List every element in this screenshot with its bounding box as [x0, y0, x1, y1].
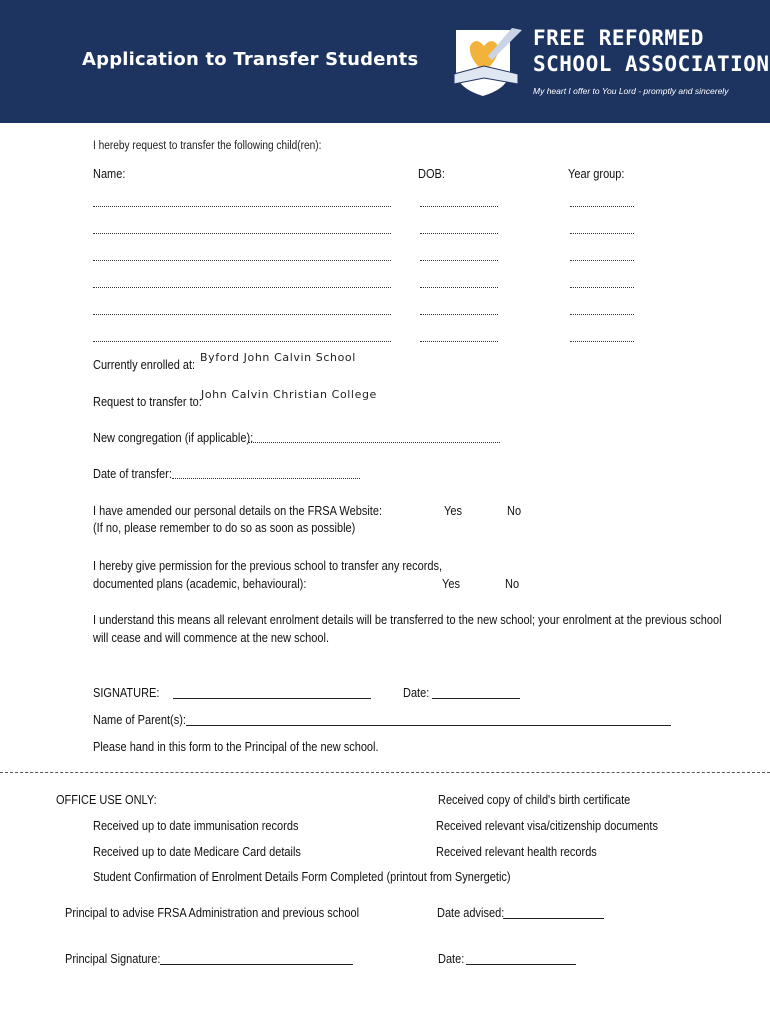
child-dob-field[interactable]	[420, 233, 498, 234]
child-year-field[interactable]	[570, 206, 634, 207]
org-tagline: My heart I offer to You Lord - promptly and sincerely	[533, 86, 729, 96]
header-banner	[0, 0, 770, 123]
child-name-field[interactable]	[93, 287, 391, 288]
principal-signature-field[interactable]	[160, 964, 353, 965]
hand-in-instruction: Please hand in this form to the Principal of the new school.	[93, 740, 379, 754]
permission-yes-option[interactable]: Yes	[442, 577, 460, 591]
principal-signature-label: Principal Signature:	[65, 952, 161, 966]
child-dob-field[interactable]	[420, 341, 498, 342]
child-dob-field[interactable]	[420, 287, 498, 288]
office-use-divider	[0, 772, 770, 773]
medicare-item: Received up to date Medicare Card details	[93, 845, 301, 859]
office-use-heading: OFFICE USE ONLY:	[56, 793, 157, 807]
child-year-field[interactable]	[570, 287, 634, 288]
child-dob-field[interactable]	[420, 314, 498, 315]
visa-citizenship-item: Received relevant visa/citizenship documents	[436, 819, 658, 833]
parents-name-field[interactable]	[186, 725, 671, 726]
child-dob-field[interactable]	[420, 260, 498, 261]
currently-enrolled-field[interactable]: Byford John Calvin School	[200, 351, 356, 364]
request-transfer-field[interactable]: John Calvin Christian College	[201, 388, 377, 401]
child-year-field[interactable]	[570, 341, 634, 342]
name-column-label: Name:	[93, 167, 126, 181]
amended-yes-option[interactable]: Yes	[444, 504, 462, 518]
parents-name-label: Name of Parent(s):	[93, 713, 186, 727]
child-name-field[interactable]	[93, 233, 391, 234]
child-name-field[interactable]	[93, 314, 391, 315]
child-year-field[interactable]	[570, 314, 634, 315]
permission-text-cont: documented plans (academic, behavioural):	[93, 577, 307, 591]
intro-text: I hereby request to transfer the following child(ren):	[93, 140, 322, 152]
child-name-field[interactable]	[93, 206, 391, 207]
new-congregation-field[interactable]	[248, 442, 500, 443]
dob-column-label: DOB:	[418, 167, 445, 181]
understand-text: I understand this means all relevant enrolment details will be transferred to the new school; your enrolment at the previous school	[93, 613, 722, 627]
permission-no-option[interactable]: No	[505, 577, 520, 591]
birth-certificate-item: Received copy of child's birth certificate	[438, 793, 631, 807]
date-advised-field[interactable]	[503, 918, 604, 919]
office-date-label: Date:	[438, 952, 465, 966]
new-congregation-label: New congregation (if applicable):	[93, 431, 254, 445]
office-date-field[interactable]	[466, 964, 576, 965]
health-records-item: Received relevant health records	[436, 845, 597, 859]
permission-text: I hereby give permission for the previous school to transfer any records,	[93, 559, 443, 573]
amended-no-option[interactable]: No	[507, 504, 522, 518]
child-name-field[interactable]	[93, 341, 391, 342]
date-label: Date:	[403, 686, 430, 700]
currently-enrolled-label: Currently enrolled at:	[93, 358, 196, 372]
date-of-transfer-field[interactable]	[172, 478, 360, 479]
immunisation-item: Received up to date immunisation records	[93, 819, 299, 833]
amended-details-note: (If no, please remember to do so as soon as possible)	[93, 521, 356, 535]
date-of-transfer-label: Date of transfer:	[93, 467, 172, 481]
org-name-line2: SCHOOL ASSOCIATION	[533, 52, 770, 76]
enrolment-confirmation-item: Student Confirmation of Enrolment Details Form Completed (printout from Synergetic)	[93, 870, 511, 884]
principal-advise-text: Principal to advise FRSA Administration and previous school	[65, 906, 360, 920]
page-title: Application to Transfer Students	[82, 49, 419, 70]
date-advised-label: Date advised:	[437, 906, 505, 920]
child-dob-field[interactable]	[420, 206, 498, 207]
understand-text-cont: will cease and will commence at the new school.	[93, 631, 330, 645]
amended-details-text: I have amended our personal details on the FRSA Website:	[93, 504, 383, 518]
shield-heart-book-logo-icon	[452, 26, 524, 98]
year-group-column-label: Year group:	[568, 167, 625, 181]
org-name-line1: FREE REFORMED	[533, 26, 704, 50]
request-transfer-label: Request to transfer to:	[93, 395, 202, 409]
signature-field[interactable]	[173, 698, 371, 699]
child-year-field[interactable]	[570, 260, 634, 261]
date-field[interactable]	[432, 698, 520, 699]
child-name-field[interactable]	[93, 260, 391, 261]
child-year-field[interactable]	[570, 233, 634, 234]
signature-label: SIGNATURE:	[93, 686, 160, 700]
